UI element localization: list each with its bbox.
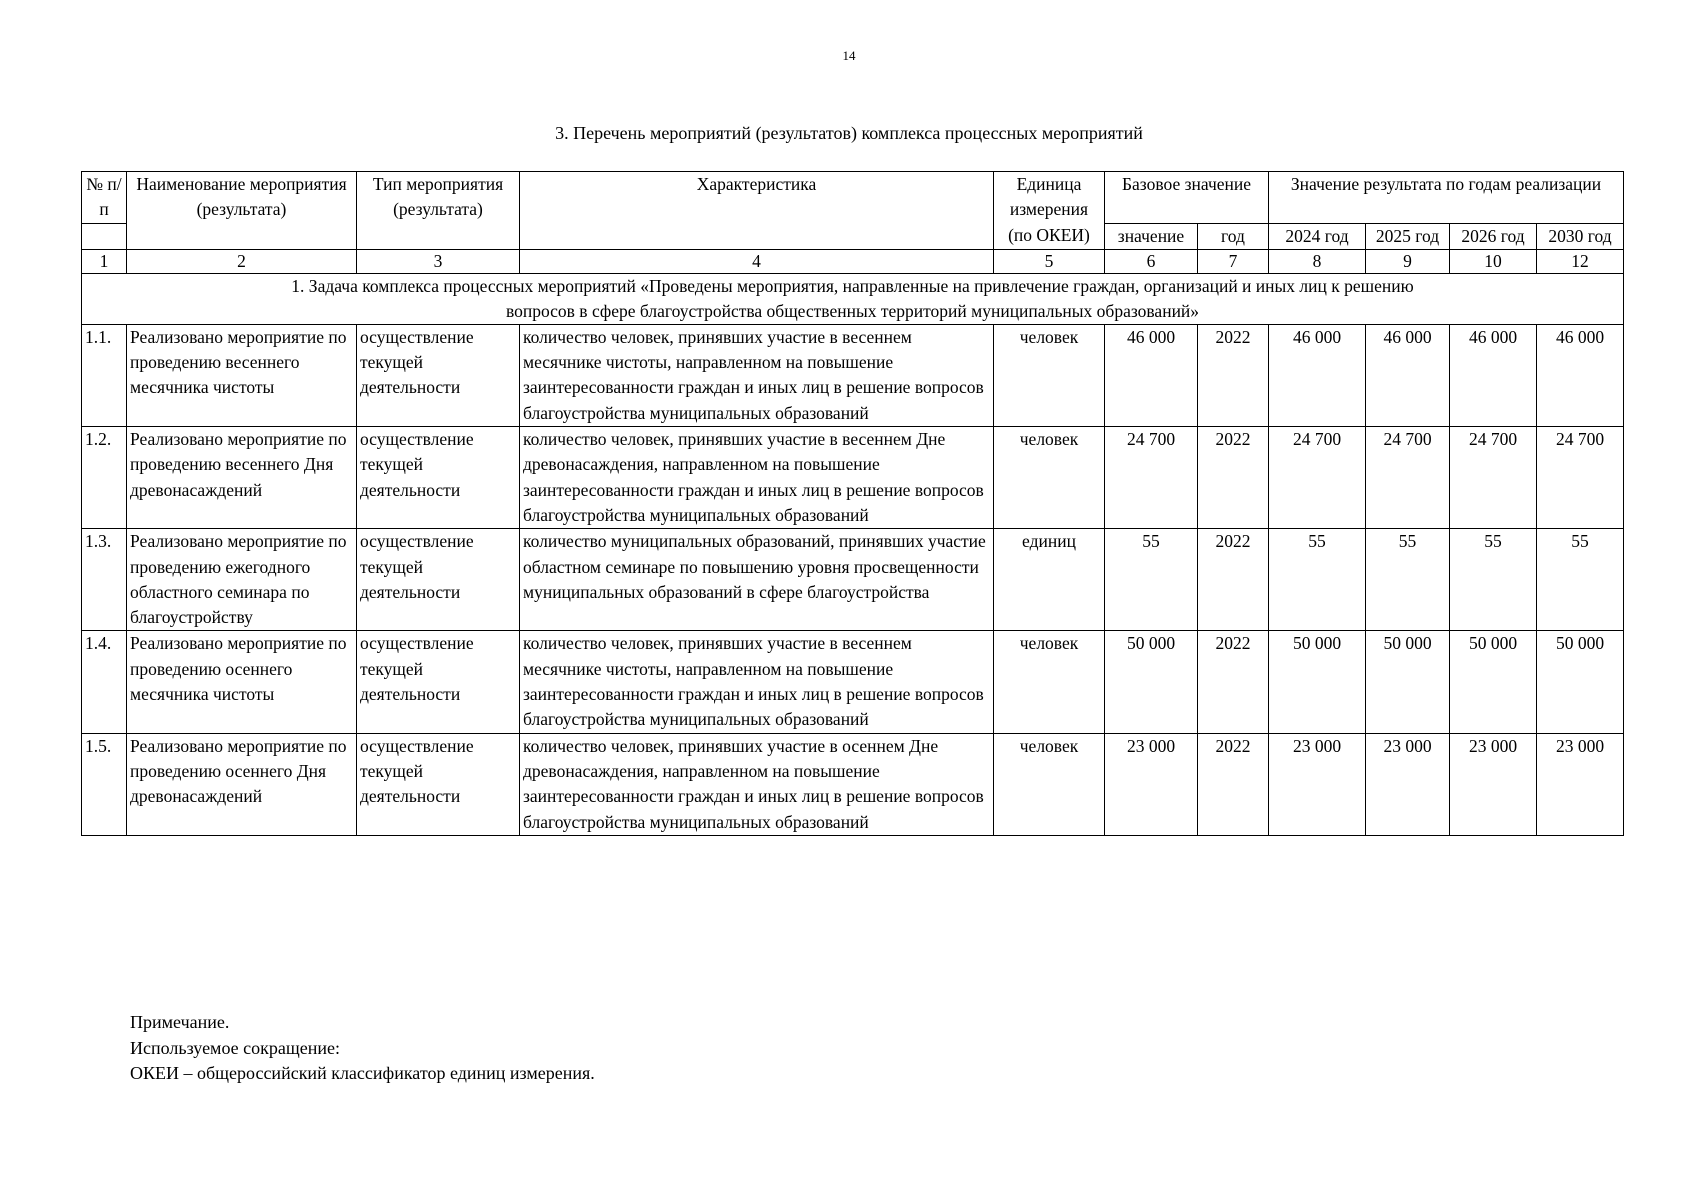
task-row (82, 273, 1624, 324)
header-name: Наименование мероприятия (результата) (127, 172, 357, 250)
row-unit: человек (994, 427, 1105, 529)
row-value-2030: 55 (1537, 529, 1624, 631)
row-characteristic: количество муниципальных образований, принявших участие областном семинаре по повышению уровня просвещенности муниципальных образований в сфере благоустройства (520, 529, 994, 631)
row-value-2030: 46 000 (1537, 324, 1624, 426)
row-type: осуществление текущей деятельности (357, 733, 520, 835)
row-characteristic: количество человек, принявших участие в весеннем Дне древонасаждения, направленном на повышение заинтересованности граждан и иных лиц в решение вопросов благоустройства муниципальных образований (520, 427, 994, 529)
column-number: 5 (994, 249, 1105, 273)
row-name: Реализовано мероприятие по проведению осеннего Дня древонасаждений (127, 733, 357, 835)
header-year-2025: 2025 год (1366, 223, 1450, 249)
column-number: 10 (1450, 249, 1537, 273)
header-result: Значение результата по годам реализации (1269, 172, 1624, 224)
row-value-2030: 50 000 (1537, 631, 1624, 733)
row-characteristic: количество человек, принявших участие в осеннем Дне древонасаждения, направленном на повышение заинтересованности граждан и иных лиц в решение вопросов благоустройства муниципальных образований (520, 733, 994, 835)
header-characteristic: Характеристика (520, 172, 994, 250)
column-number: 7 (1198, 249, 1269, 273)
row-value-2025: 24 700 (1366, 427, 1450, 529)
row-value-2024: 46 000 (1269, 324, 1366, 426)
row-value-2024: 24 700 (1269, 427, 1366, 529)
row-base-value: 55 (1105, 529, 1198, 631)
row-base-value: 24 700 (1105, 427, 1198, 529)
row-num: 1.2. (82, 427, 127, 529)
column-number: 9 (1366, 249, 1450, 273)
header-num-blank (82, 223, 127, 249)
row-name: Реализовано мероприятие по проведению ежегодного областного семинара по благоустройству (127, 529, 357, 631)
row-base-value: 50 000 (1105, 631, 1198, 733)
row-type: осуществление текущей деятельности (357, 631, 520, 733)
header-num: № п/п (82, 172, 127, 224)
row-base-year: 2022 (1198, 324, 1269, 426)
table-row (82, 529, 1624, 631)
table-row (82, 733, 1624, 835)
row-unit: человек (994, 733, 1105, 835)
row-base-value: 23 000 (1105, 733, 1198, 835)
row-base-year: 2022 (1198, 733, 1269, 835)
row-value-2030: 23 000 (1537, 733, 1624, 835)
row-base-year: 2022 (1198, 529, 1269, 631)
row-value-2024: 50 000 (1269, 631, 1366, 733)
row-value-2026: 24 700 (1450, 427, 1537, 529)
header-base: Базовое значение (1105, 172, 1269, 224)
column-number: 3 (357, 249, 520, 273)
row-value-2025: 55 (1366, 529, 1450, 631)
row-type: осуществление текущей деятельности (357, 324, 520, 426)
column-number: 12 (1537, 249, 1624, 273)
column-number: 8 (1269, 249, 1366, 273)
notes-block (130, 1010, 595, 1087)
header-year-2026: 2026 год (1450, 223, 1537, 249)
row-value-2024: 23 000 (1269, 733, 1366, 835)
row-value-2026: 50 000 (1450, 631, 1537, 733)
column-number-row (82, 249, 1624, 273)
table-row (82, 427, 1624, 529)
row-base-year: 2022 (1198, 631, 1269, 733)
row-num: 1.3. (82, 529, 127, 631)
header-type: Тип мероприятия (результата) (357, 172, 520, 250)
row-type: осуществление текущей деятельности (357, 529, 520, 631)
row-name: Реализовано мероприятие по проведению весеннего месячника чистоты (127, 324, 357, 426)
header-base-year: год (1198, 223, 1269, 249)
row-characteristic: количество человек, принявших участие в весеннем месячнике чистоты, направленном на повышение заинтересованности граждан и иных лиц в решение вопросов благоустройства муниципальных образований (520, 324, 994, 426)
row-value-2026: 46 000 (1450, 324, 1537, 426)
row-value-2025: 50 000 (1366, 631, 1450, 733)
task-title-text: 1. Задача комплекса процессных мероприятий «Проведены мероприятия, направленные на привлечение граждан, организаций и иных лиц к решению вопросов в сфере благоустройства общественных территорий муниципальных образований» (291, 275, 1414, 321)
header-unit: Единица измерения (по ОКЕИ) (994, 172, 1105, 250)
row-name: Реализовано мероприятие по проведению весеннего Дня древонасаждений (127, 427, 357, 529)
row-value-2026: 23 000 (1450, 733, 1537, 835)
header-year-2030: 2030 год (1537, 223, 1624, 249)
row-base-value: 46 000 (1105, 324, 1198, 426)
page-number: 14 (842, 48, 856, 63)
row-unit: человек (994, 324, 1105, 426)
row-value-2025: 23 000 (1366, 733, 1450, 835)
note-abbreviation-label: Используемое сокращение: (130, 1037, 340, 1058)
note-heading: Примечание. (130, 1012, 230, 1032)
row-unit: единиц (994, 529, 1105, 631)
row-num: 1.1. (82, 324, 127, 426)
row-name: Реализовано мероприятие по проведению осеннего месячника чистоты (127, 631, 357, 733)
row-value-2024: 55 (1269, 529, 1366, 631)
row-value-2025: 46 000 (1366, 324, 1450, 426)
column-number: 4 (520, 249, 994, 273)
row-num: 1.5. (82, 733, 127, 835)
row-base-year: 2022 (1198, 427, 1269, 529)
header-base-value: значение (1105, 223, 1198, 249)
row-value-2026: 55 (1450, 529, 1537, 631)
table-row (82, 631, 1624, 733)
row-num: 1.4. (82, 631, 127, 733)
row-unit: человек (994, 631, 1105, 733)
note-abbreviation: ОКЕИ – общероссийский классификатор единиц измерения. (130, 1063, 595, 1083)
row-characteristic: количество человек, принявших участие в весеннем месячнике чистоты, направленном на повышение заинтересованности граждан и иных лиц в решение вопросов благоустройства муниципальных образований (520, 631, 994, 733)
task-title (82, 273, 1624, 324)
column-number: 6 (1105, 249, 1198, 273)
section-title: 3. Перечень мероприятий (результатов) комплекса процессных мероприятий (555, 123, 1143, 143)
row-value-2030: 24 700 (1537, 427, 1624, 529)
column-number: 2 (127, 249, 357, 273)
row-type: осуществление текущей деятельности (357, 427, 520, 529)
activities-table (81, 171, 1624, 836)
column-number: 1 (82, 249, 127, 273)
header-year-2024: 2024 год (1269, 223, 1366, 249)
table-row (82, 324, 1624, 426)
